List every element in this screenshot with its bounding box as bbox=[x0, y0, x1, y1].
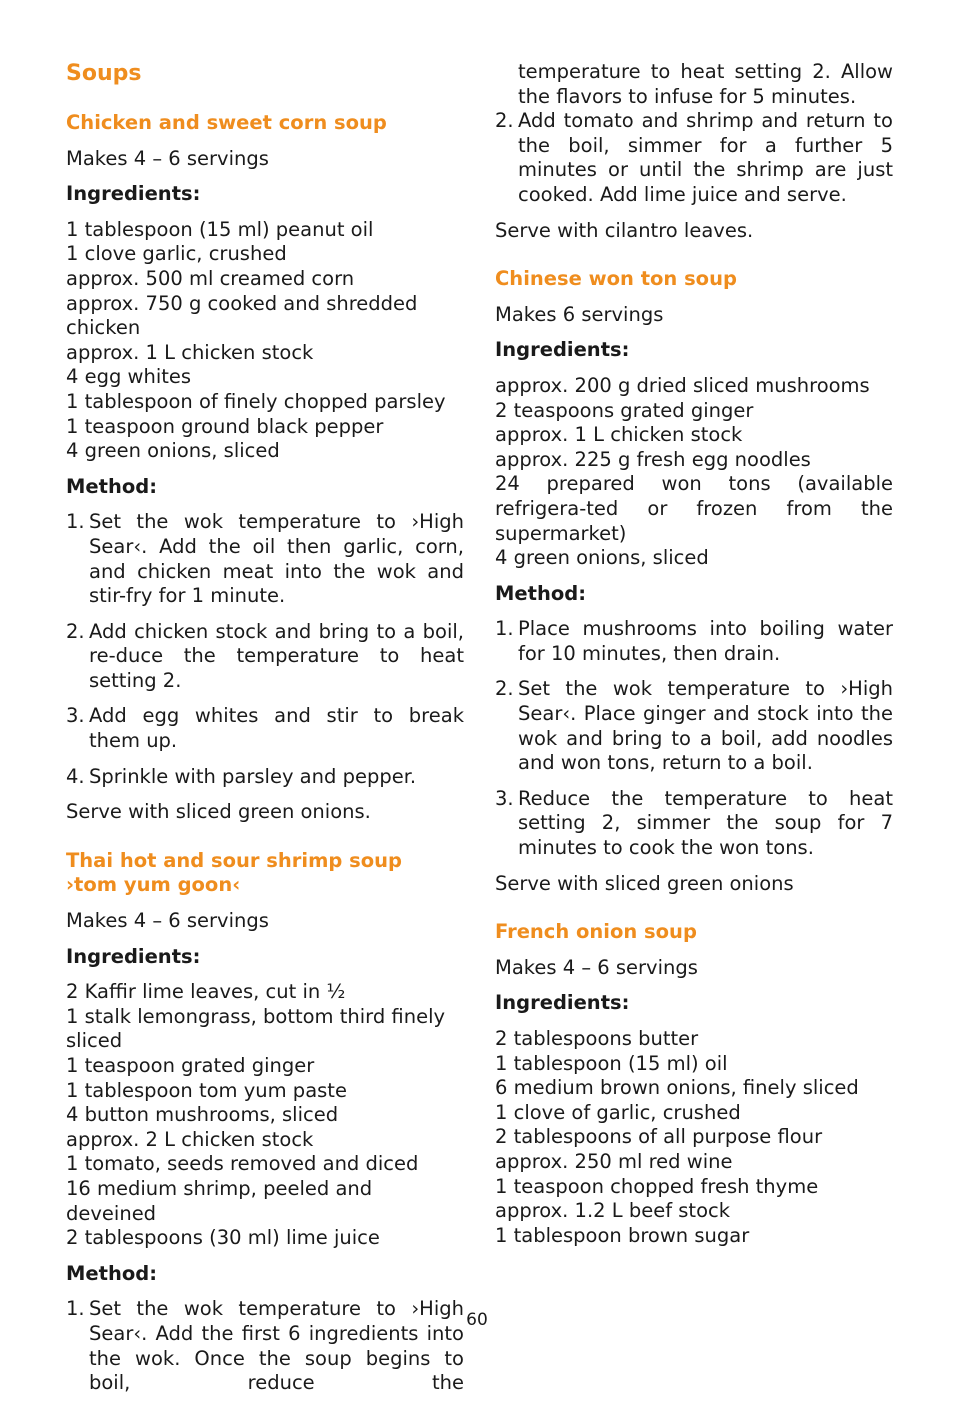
method-step bbox=[66, 704, 464, 753]
ingredient-item: 1 tomato, seeds removed and diced bbox=[66, 1152, 419, 1176]
recipe-title: French onion soup bbox=[495, 920, 697, 944]
recipe-title bbox=[66, 849, 464, 898]
servings: Makes 6 servings bbox=[495, 302, 664, 326]
method-heading: Method: bbox=[66, 1261, 157, 1285]
ingredients-heading: Ingredients: bbox=[66, 182, 201, 206]
step-text: Place mushrooms into boiling water for 10 minutes, then drain. bbox=[518, 617, 893, 665]
ingredient-item: approx. 1 L chicken stock bbox=[495, 423, 743, 447]
recipe-chinese-won-ton-soup bbox=[495, 267, 893, 896]
recipe-title: Chicken and sweet corn soup bbox=[66, 111, 387, 134]
step-number: 1. bbox=[495, 617, 514, 641]
ingredient-item: 2 tablespoons of all purpose flour bbox=[495, 1125, 823, 1149]
step-text: Set the wok temperature to ›High Sear‹. Add the first 6 ingredients into the wok. Once the soup begins to boil, reduce the bbox=[89, 1297, 464, 1395]
ingredients-heading: Ingredients: bbox=[66, 944, 201, 968]
ingredient-item: 1 clove garlic, crushed bbox=[66, 242, 287, 266]
ingredient-item: 1 tablespoon brown sugar bbox=[495, 1223, 750, 1247]
ingredients-heading: Ingredients: bbox=[495, 338, 630, 362]
ingredients-heading: Ingredients: bbox=[495, 991, 630, 1015]
step-number: 3. bbox=[66, 704, 85, 728]
ingredient-item: 6 medium brown onions, finely sliced bbox=[495, 1076, 859, 1100]
step-number: 3. bbox=[495, 786, 514, 810]
step-text: Sprinkle with parsley and pepper. bbox=[89, 764, 417, 788]
ingredient-item: approx. 750 g cooked and shredded chicken bbox=[66, 291, 418, 340]
left-column bbox=[66, 60, 464, 1407]
method-step-continued bbox=[495, 60, 893, 109]
serving-note: Serve with sliced green onions. bbox=[66, 800, 371, 824]
step-text: Add chicken stock and bring to a boil, re-duce the temperature to heat setting 2. bbox=[89, 619, 464, 692]
step-number: 4. bbox=[66, 764, 85, 788]
recipe-title-line: ›tom yum goon‹ bbox=[66, 873, 241, 897]
ingredients-list bbox=[495, 1027, 893, 1248]
method-step bbox=[66, 510, 464, 608]
method-step bbox=[495, 109, 893, 207]
ingredient-item: 4 green onions, sliced bbox=[66, 439, 280, 463]
method-step bbox=[66, 620, 464, 694]
step-number: 2. bbox=[495, 109, 514, 133]
servings: Makes 4 – 6 servings bbox=[66, 146, 269, 170]
step-text: temperature to heat setting 2. Allow the flavors to infuse for 5 minutes. bbox=[518, 60, 893, 108]
step-text: Add egg whites and stir to break them up. bbox=[89, 704, 464, 753]
ingredient-item: approx. 500 ml creamed corn bbox=[66, 266, 355, 290]
ingredient-item: approx. 225 g fresh egg noodles bbox=[495, 447, 811, 471]
ingredients-list bbox=[495, 374, 893, 571]
ingredient-item: 4 green onions, sliced bbox=[495, 546, 709, 570]
method-steps bbox=[66, 510, 464, 789]
ingredient-item: 1 clove of garlic, crushed bbox=[495, 1100, 741, 1124]
ingredient-item: approx. 2 L chicken stock bbox=[66, 1127, 314, 1151]
method-heading: Method: bbox=[495, 581, 586, 605]
ingredient-item: 2 tablespoons (30 ml) lime juice bbox=[66, 1226, 380, 1250]
servings: Makes 4 – 6 servings bbox=[66, 909, 269, 933]
step-number: 1. bbox=[66, 1297, 85, 1321]
step-text: Set the wok temperature to ›High Sear‹. Place ginger and stock into the wok and bring to a boil, add noodles and won tons, return to a boil. bbox=[518, 677, 893, 775]
ingredient-item: approx. 250 ml red wine bbox=[495, 1149, 733, 1173]
ingredient-item: 1 teaspoon grated ginger bbox=[66, 1054, 315, 1077]
serving-note: Serve with sliced green onions bbox=[495, 871, 794, 895]
ingredient-item: 1 tablespoon (15 ml) oil bbox=[495, 1051, 728, 1075]
ingredient-item: 16 medium shrimp, peeled and deveined bbox=[66, 1176, 373, 1225]
step-number: 2. bbox=[495, 677, 514, 701]
servings: Makes 4 – 6 servings bbox=[495, 955, 698, 979]
step-text: Set the wok temperature to ›High Sear‹. Add the oil then garlic, corn, and chicken meat into the wok and stir-fry for 1 minute. bbox=[89, 510, 464, 608]
step-text: Reduce the temperature to heat setting 2, simmer the soup for 7 minutes to cook the won tons. bbox=[518, 786, 893, 860]
right-column bbox=[495, 60, 893, 1259]
ingredients-list bbox=[66, 980, 464, 1251]
method-step bbox=[495, 787, 893, 861]
recipe-thai-hot-sour-shrimp-soup-continued bbox=[495, 60, 893, 243]
ingredient-item: approx. 1.2 L beef stock bbox=[495, 1199, 731, 1223]
ingredient-item: 1 teaspoon chopped fresh thyme bbox=[495, 1174, 819, 1198]
recipe-french-onion-soup bbox=[495, 920, 893, 1248]
ingredient-item: 24 prepared won tons (available refrigera-ted or frozen from the supermarket) bbox=[495, 472, 893, 545]
recipe-chicken-sweet-corn-soup bbox=[66, 111, 464, 825]
ingredient-item: 2 tablespoons butter bbox=[495, 1027, 699, 1050]
method-heading: Method: bbox=[66, 474, 157, 498]
ingredient-item: approx. 200 g dried sliced mushrooms bbox=[495, 373, 870, 397]
method-step bbox=[495, 617, 893, 666]
ingredient-item: 1 tablespoon of finely chopped parsley bbox=[66, 389, 446, 413]
ingredient-item: 1 teaspoon ground black pepper bbox=[66, 414, 384, 438]
step-number-blank bbox=[495, 60, 518, 109]
serving-note: Serve with cilantro leaves. bbox=[495, 218, 754, 242]
ingredient-item: 4 button mushrooms, sliced bbox=[66, 1103, 339, 1127]
recipe-title: Chinese won ton soup bbox=[495, 267, 737, 291]
section-title: Soups bbox=[66, 61, 142, 86]
page-number: 60 bbox=[466, 1310, 488, 1330]
ingredient-item: 1 stalk lemongrass, bottom third finely sliced bbox=[66, 1004, 446, 1053]
ingredient-item: 1 tablespoon tom yum paste bbox=[66, 1078, 347, 1102]
method-step bbox=[66, 765, 464, 790]
recipe-title-line: Thai hot and sour shrimp soup bbox=[66, 848, 402, 872]
ingredient-item: 2 Kaffir lime leaves, cut in ½ bbox=[66, 980, 346, 1004]
ingredient-item: 2 teaspoons grated ginger bbox=[495, 398, 754, 422]
ingredients-list bbox=[66, 218, 464, 464]
method-step bbox=[495, 677, 893, 775]
method-steps bbox=[495, 617, 893, 860]
step-number: 1. bbox=[66, 510, 85, 534]
ingredient-item: 1 tablespoon (15 ml) peanut oil bbox=[66, 217, 374, 241]
ingredient-item: 4 egg whites bbox=[66, 365, 192, 389]
step-number: 2. bbox=[66, 619, 85, 643]
step-text: Add tomato and shrimp and return to the boil, simmer for a further 5 minutes or until the shrimp are just cooked. Add lime juice and serve. bbox=[518, 109, 893, 206]
ingredient-item: approx. 1 L chicken stock bbox=[66, 340, 314, 364]
